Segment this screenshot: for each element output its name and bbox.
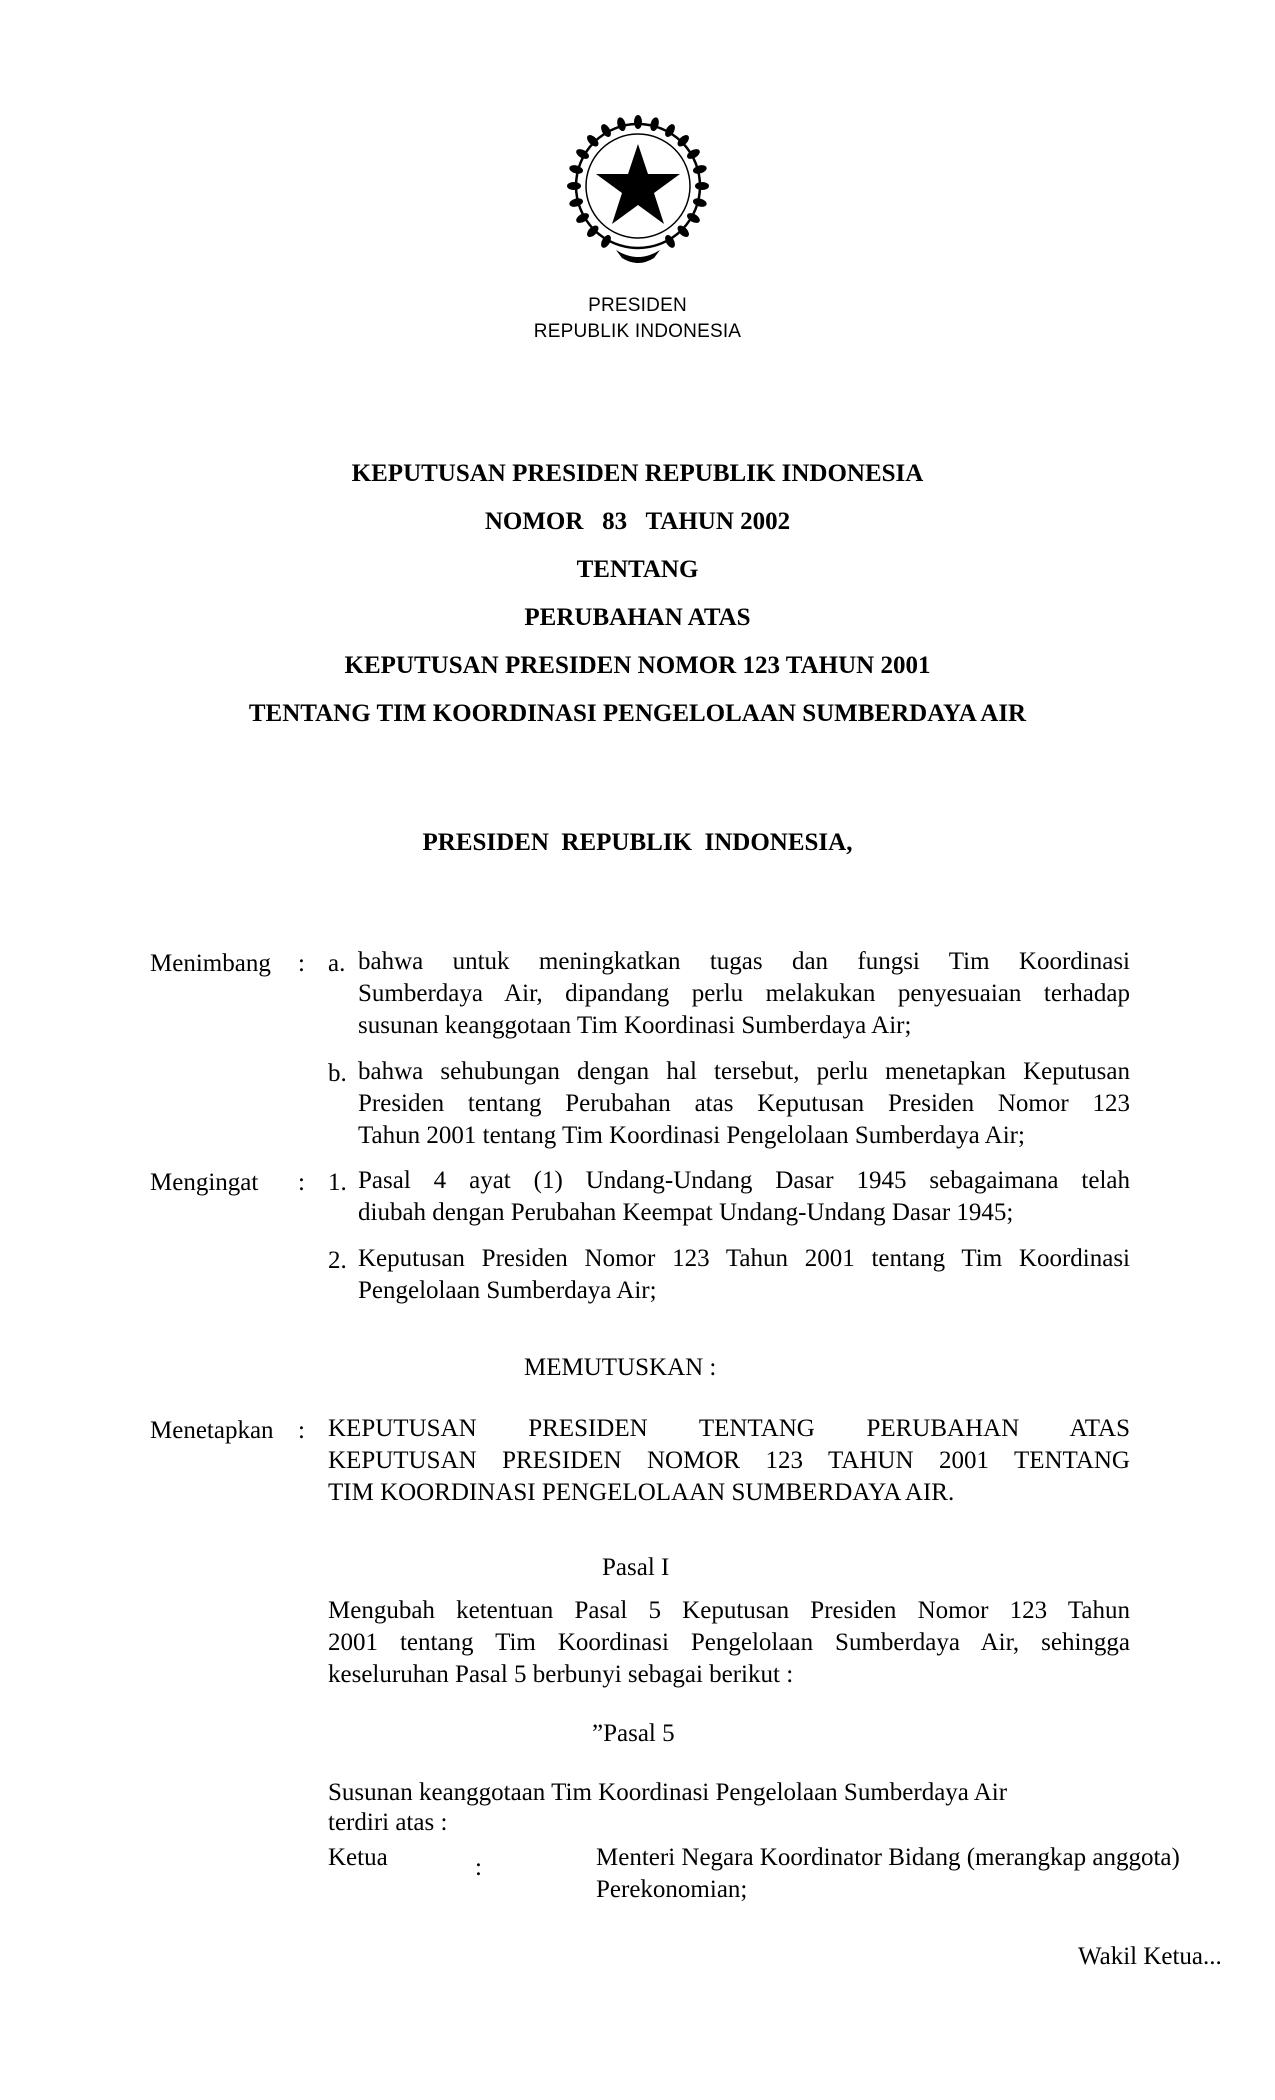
ketua-label: Ketua [328,1844,388,1871]
memutuskan-heading: MEMUTUSKAN : [524,1354,717,1381]
mengingat-marker-2: 2. [328,1247,347,1274]
pasal-5-intro-line-2: terdiri atas : [328,1809,448,1836]
menimbang-a-line-3: susunan keanggotaan Tim Koordinasi Sumberdaya Air; [358,1012,912,1039]
mengingat-2-line-2: Pengelolaan Sumberdaya Air; [358,1277,657,1304]
menetapkan-colon: : [298,1417,305,1444]
letterhead-line-presiden: PRESIDEN [588,295,687,316]
pasal-5-heading: ”Pasal 5 [592,1720,675,1747]
pasal-1-line-1: Mengubah ketentuan Pasal 5 Keputusan Presiden Nomor 123 Tahun [328,1597,1130,1624]
menetapkan-text [328,1413,1130,1509]
mengingat-item-1 [358,1165,1130,1229]
mengingat-1-line-2: diubah dengan Perubahan Keempat Undang-Undang Dasar 1945; [358,1199,1014,1226]
menimbang-b-line-3: Tahun 2001 tentang Tim Koordinasi Pengelolaan Sumberdaya Air; [358,1122,1025,1149]
pasal-1-heading: Pasal I [602,1554,670,1581]
menetapkan-line-1: KEPUTUSAN PRESIDEN TENTANG PERUBAHAN ATAS [328,1415,1130,1442]
menetapkan-line-2: KEPUTUSAN PRESIDEN NOMOR 123 TAHUN 2001 TENTANG [328,1447,1130,1474]
menimbang-colon: : [298,950,305,977]
menetapkan-label: Menetapkan [150,1417,274,1444]
page-continuation: Wakil Ketua... [1078,1943,1222,1970]
menimbang-item-a [358,946,1130,1042]
mengingat-marker-1: 1. [328,1169,347,1196]
menetapkan-line-3: TIM KOORDINASI PENGELOLAAN SUMBERDAYA AIR. [328,1479,955,1506]
menimbang-a-line-1: bahwa untuk meningkatkan tugas dan fungsi Tim Koordinasi [358,948,1130,975]
title-line-2: NOMOR 83 TAHUN 2002 [484,508,791,535]
title-line-6: TENTANG TIM KOORDINASI PENGELOLAAN SUMBERDAYA AIR [248,700,1027,727]
pasal-1-line-3: keseluruhan Pasal 5 berbunyi sebagai berikut : [328,1661,794,1688]
mengingat-1-line-1: Pasal 4 ayat (1) Undang-Undang Dasar 1945 sebagaimana telah [358,1167,1130,1194]
title-line-1: KEPUTUSAN PRESIDEN REPUBLIK INDONESIA [351,460,924,487]
issuer-heading: PRESIDEN REPUBLIK INDONESIA, [422,829,853,856]
mengingat-label: Mengingat [150,1169,259,1196]
menimbang-marker-b: b. [328,1060,347,1087]
letterhead-line-republik: REPUBLIK INDONESIA [533,321,742,342]
menimbang-b-line-1: bahwa sehubungan dengan hal tersebut, perlu menetapkan Keputusan [358,1058,1130,1085]
pasal-1-line-2: 2001 tentang Tim Koordinasi Pengelolaan Sumberdaya Air, sehingga [328,1629,1130,1656]
menimbang-item-b [358,1056,1130,1152]
ketua-colon: : [475,1854,482,1881]
ketua-line-2: Perekonomian; [596,1876,748,1903]
mengingat-colon: : [298,1169,305,1196]
garuda-emblem-icon [556,108,720,272]
pasal-1-text [328,1595,1130,1691]
menimbang-a-line-2: Sumberdaya Air, dipandang perlu melakukan penyesuaian terhadap [358,980,1130,1007]
mengingat-2-line-1: Keputusan Presiden Nomor 123 Tahun 2001 tentang Tim Koordinasi [358,1245,1130,1272]
ketua-line-1: Menteri Negara Koordinator Bidang (merangkap anggota) [596,1844,1180,1871]
title-line-3: TENTANG [576,556,699,583]
pasal-5-intro-line-1: Susunan keanggotaan Tim Koordinasi Pengelolaan Sumberdaya Air [328,1779,1008,1806]
menimbang-label: Menimbang [150,950,271,977]
menimbang-marker-a: a. [328,950,346,977]
menimbang-b-line-2: Presiden tentang Perubahan atas Keputusan Presiden Nomor 123 [358,1090,1130,1117]
mengingat-item-2 [358,1243,1130,1307]
title-line-4: PERUBAHAN ATAS [524,604,751,631]
title-line-5: KEPUTUSAN PRESIDEN NOMOR 123 TAHUN 2001 [344,652,931,679]
